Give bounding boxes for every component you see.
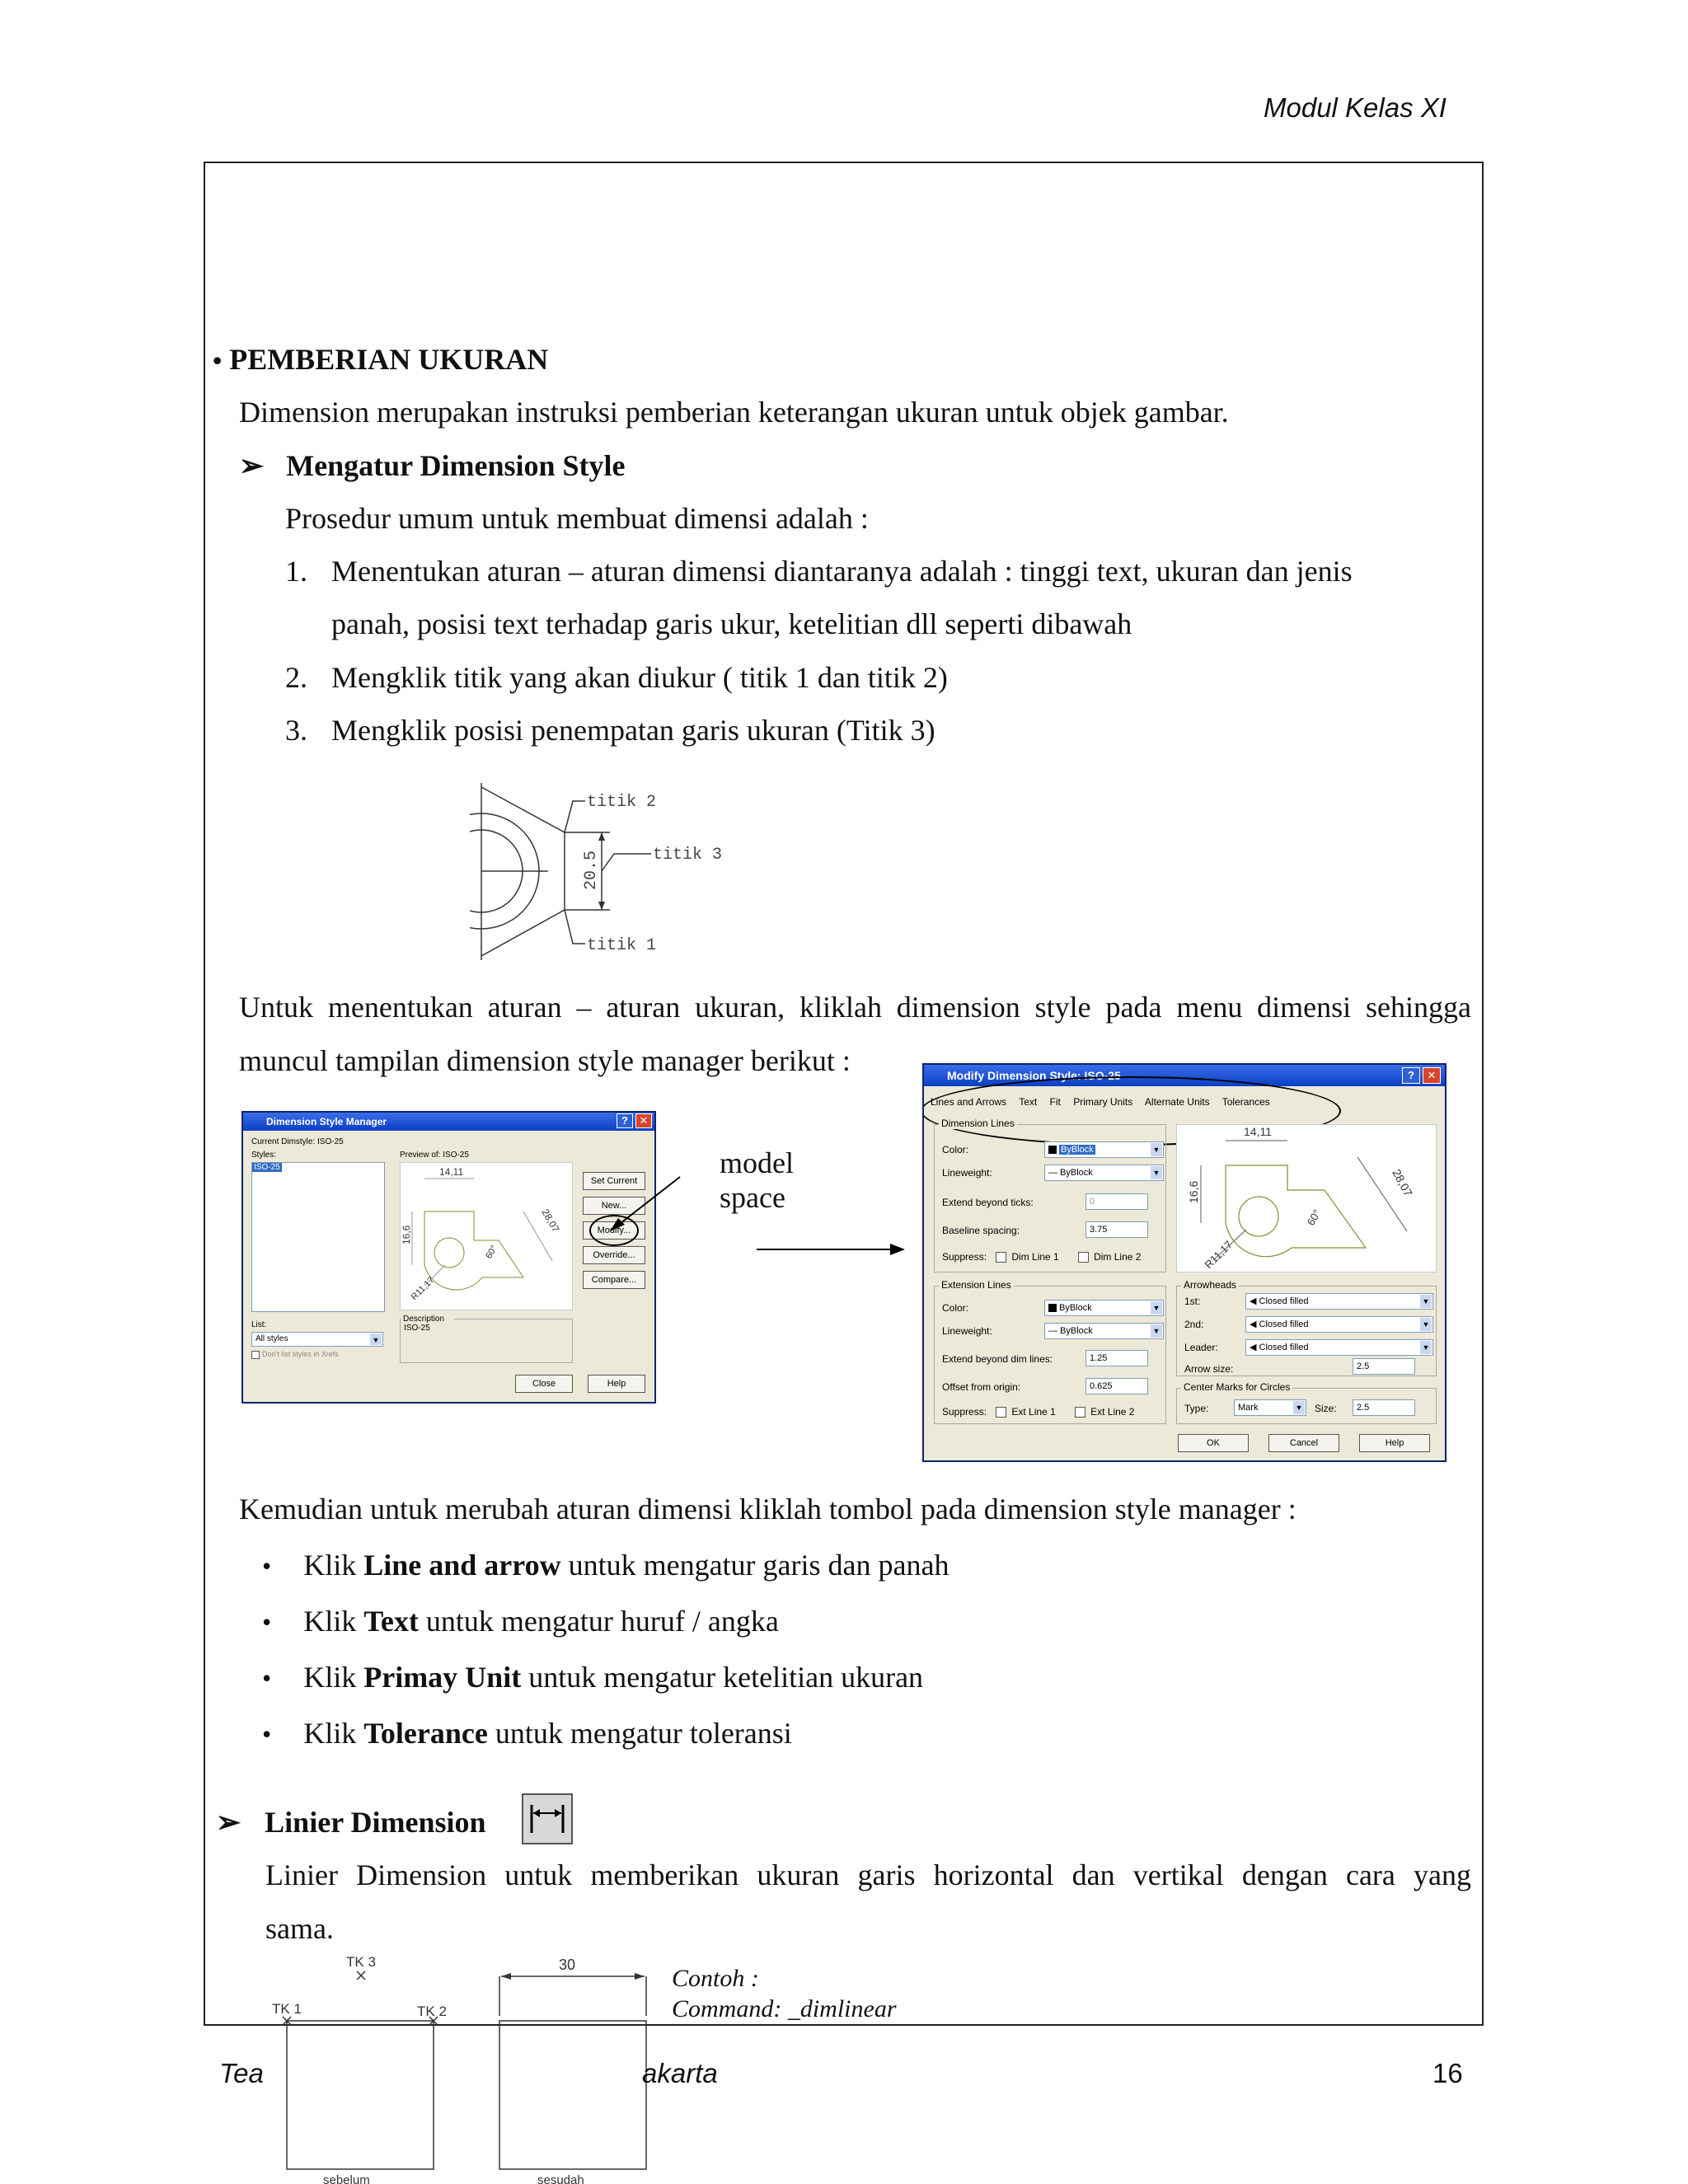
dsm-dont-list-text: Don't list styles in Xrefs: [262, 1350, 339, 1358]
cm-size-label: Size:: [1315, 1403, 1337, 1414]
checkbox-icon[interactable]: [1075, 1407, 1085, 1418]
annotation-arrows: [602, 1170, 907, 1261]
dl-sup1: Dim Line 1: [1011, 1251, 1059, 1263]
el-sup-label: Suppress:: [942, 1406, 987, 1418]
bullet-item-3: [262, 1659, 923, 1696]
center-marks-label: Center Marks for Circles: [1181, 1381, 1292, 1393]
chevron-down-icon: ▼: [1151, 1324, 1162, 1338]
label-tk1: TK 1: [272, 2001, 302, 2017]
tab-tolerances[interactable]: Tolerances: [1221, 1096, 1270, 1108]
override-button[interactable]: Override...: [583, 1246, 645, 1264]
dsm-list-label: List:: [251, 1320, 267, 1329]
dsm-current: Current Dimstyle: ISO-25: [251, 1137, 344, 1146]
bullet-dot: •: [262, 1719, 272, 1749]
linear-dimension-glyph: [523, 1795, 571, 1843]
ah-second-select[interactable]: [1245, 1316, 1433, 1333]
help-button[interactable]: Help: [1359, 1434, 1430, 1452]
step-1-num: 1.: [285, 555, 307, 588]
dl-sup2: Dim Line 2: [1094, 1251, 1142, 1263]
el-lw-label: Lineweight:: [942, 1325, 992, 1337]
arrowheads-label: Arrowheads: [1181, 1279, 1239, 1291]
label-dimension-20-5: 20.5: [582, 850, 601, 890]
footer-left: Tea: [219, 2058, 264, 2088]
label-titik2: titik 2: [587, 793, 657, 812]
el-ext-input[interactable]: 1.25: [1085, 1350, 1148, 1366]
label-tk2: TK 2: [417, 2004, 447, 2019]
dsm-styles-list[interactable]: [251, 1162, 385, 1312]
label-tk3: TK 3: [346, 1954, 376, 1970]
titik-diagram: [470, 775, 734, 964]
chevron-down-icon: ▼: [1420, 1341, 1432, 1354]
ah-second-label: 2nd:: [1184, 1319, 1204, 1330]
dl-lw-select[interactable]: [1044, 1165, 1164, 1181]
linier-heading-text: Linier Dimension: [265, 1806, 486, 1839]
annotation-line1: model: [720, 1146, 794, 1179]
label-titik3: titik 3: [653, 846, 723, 865]
section-heading-text: PEMBERIAN UKURAN: [229, 343, 549, 376]
dl-ext-input[interactable]: 0: [1085, 1193, 1148, 1210]
cm-type-label: Type:: [1184, 1403, 1209, 1414]
mds-title: Modify Dimension Style: ISO-25: [947, 1069, 1121, 1082]
step-2-num: 2.: [285, 661, 307, 694]
subheading: [239, 448, 626, 484]
dsm-preview-label: Preview of: ISO-25: [400, 1151, 469, 1160]
compare-button[interactable]: Compare...: [583, 1271, 645, 1289]
el-sup1: Ext Line 1: [1011, 1406, 1056, 1418]
chevron-down-icon: ▼: [1151, 1143, 1162, 1156]
bullet-4-pre: Klik: [303, 1717, 364, 1750]
bullet-4-bold: Tolerance: [363, 1717, 488, 1750]
dimension-style-manager-dialog: [241, 1111, 656, 1404]
ok-button[interactable]: OK: [1178, 1434, 1249, 1452]
ah-first-select[interactable]: [1245, 1293, 1433, 1310]
close-icon[interactable]: ✕: [1423, 1067, 1441, 1084]
mds-dim-166: 16,6: [1187, 1180, 1200, 1203]
dsm-style-item[interactable]: ISO-25: [252, 1163, 282, 1172]
dl-base-label: Baseline spacing:: [942, 1225, 1020, 1236]
linier-line2: sama.: [265, 1912, 334, 1945]
ah-second-value: Closed filled: [1259, 1319, 1309, 1329]
color-swatch: [1048, 1304, 1057, 1312]
ah-leader-select[interactable]: [1245, 1339, 1433, 1356]
bullet-item-1: [262, 1547, 949, 1584]
set-current-button[interactable]: Set Current: [583, 1172, 645, 1190]
bullet-4-post: untuk mengatur toleransi: [487, 1717, 792, 1750]
linear-dimension-icon[interactable]: [522, 1793, 573, 1844]
step-3-num: 3.: [285, 714, 307, 747]
bullet-dot: •: [262, 1551, 272, 1581]
dsm-dim-2807: 28,07: [539, 1207, 562, 1235]
dl-lw-label: Lineweight:: [942, 1167, 992, 1179]
dsm-dim-1411: 14,11: [439, 1166, 464, 1178]
subheading-text: Mengatur Dimension Style: [286, 449, 626, 482]
dl-color-select[interactable]: [1044, 1141, 1164, 1158]
tab-alternate-units[interactable]: Alternate Units: [1144, 1096, 1210, 1108]
example-label: Contoh :: [672, 1965, 759, 1992]
modify-dimension-style-dialog: [922, 1063, 1447, 1462]
cancel-button[interactable]: Cancel: [1268, 1434, 1339, 1452]
dsm-dont-list[interactable]: [251, 1350, 339, 1359]
dsm-dim-r1117: R11,17: [409, 1275, 437, 1303]
dl-base-input[interactable]: 3.75: [1085, 1221, 1148, 1238]
tab-lines-and-arrows[interactable]: Lines and Arrows: [931, 1096, 1007, 1108]
dl-color-label: Color:: [942, 1144, 969, 1155]
step-1-line1: Menentukan aturan – aturan dimensi diantaranya adalah : tinggi text, ukuran dan jenis: [331, 555, 1353, 588]
el-off-label: Offset from origin:: [942, 1381, 1021, 1393]
el-color-select[interactable]: [1044, 1300, 1164, 1316]
footer-middle: akarta: [642, 2058, 718, 2088]
tab-fit[interactable]: Fit: [1049, 1096, 1061, 1108]
label-sesudah: sesudah: [537, 2173, 584, 2184]
dimlinear-figure: [264, 1953, 659, 2184]
example-block: [672, 1963, 897, 2024]
arrow-icon: ◀: [1250, 1319, 1257, 1329]
chevron-down-icon: ▼: [1151, 1166, 1162, 1179]
dsm-preview: [400, 1162, 573, 1310]
el-lw-value: — ByBlock: [1048, 1326, 1093, 1336]
mds-dim-2807: 28,07: [1390, 1166, 1415, 1199]
dsm-description-group: [400, 1315, 573, 1363]
mds-dim-1411: 14,11: [1244, 1125, 1272, 1138]
chevron-down-icon: ▼: [370, 1333, 382, 1345]
page-header-title: Modul Kelas XI: [1264, 92, 1447, 123]
dl-sup-label: Suppress:: [942, 1251, 987, 1263]
dsm-desc-label: Description: [401, 1315, 454, 1324]
arrow-icon: ◀: [1250, 1296, 1257, 1306]
el-color-value: ByBlock: [1059, 1303, 1092, 1313]
linier-line1: Linier Dimension untuk memberikan ukuran garis horizontal dan vertikal dengan cara yang: [265, 1858, 1471, 1891]
bullet-item-2: [262, 1603, 779, 1640]
bullet-dot: •: [262, 1663, 272, 1693]
step-1-line2: panah, posisi text terhadap garis ukur, ketelitian dll seperti dibawah: [331, 607, 1132, 640]
dl-color-value: ByBlock: [1061, 1145, 1094, 1155]
extension-lines-label: Extension Lines: [939, 1279, 1014, 1291]
help-icon[interactable]: ?: [617, 1113, 633, 1128]
annotation-line2: space: [720, 1181, 785, 1214]
bullet-2-bold: Text: [363, 1605, 419, 1638]
dsm-close-button[interactable]: Close: [515, 1375, 573, 1393]
bullet-item-4: [262, 1715, 792, 1752]
close-icon[interactable]: ✕: [635, 1113, 652, 1128]
checkbox-icon[interactable]: [996, 1252, 1006, 1263]
chevron-down-icon: ▼: [1420, 1295, 1432, 1308]
arrow-bullet-icon: ➢: [216, 1806, 241, 1839]
help-icon[interactable]: ?: [1402, 1067, 1420, 1084]
dsm-styles-label: Styles:: [251, 1151, 277, 1160]
dsm-desc-value: ISO-25: [404, 1324, 430, 1333]
tab-text[interactable]: Text: [1019, 1096, 1038, 1108]
mds-dim-60: 60°: [1304, 1207, 1324, 1228]
ah-leader-label: Leader:: [1184, 1342, 1218, 1353]
bullet-1-bold: Line and arrow: [363, 1549, 561, 1582]
bullet-2-pre: Klik: [303, 1605, 364, 1638]
el-lw-select[interactable]: [1044, 1323, 1164, 1339]
example-command: Command: _dimlinear: [672, 1995, 897, 2022]
dsm-list-value: All styles: [256, 1334, 288, 1343]
bullet-2-post: untuk mengatur huruf / angka: [418, 1605, 779, 1638]
el-suppress: [942, 1406, 1134, 1418]
dsm-dim-166: 16,6: [401, 1225, 412, 1244]
linier-heading: [216, 1804, 486, 1840]
dsm-list-select[interactable]: [251, 1332, 383, 1347]
bullet-3-bold: Primay Unit: [363, 1661, 522, 1694]
page-number: 16: [1432, 2058, 1463, 2088]
dsm-help-button[interactable]: Help: [588, 1375, 645, 1393]
dimension-lines-label: Dimension Lines: [939, 1118, 1017, 1129]
cm-type-select[interactable]: [1234, 1399, 1306, 1416]
tab-primary-units[interactable]: Primary Units: [1073, 1096, 1133, 1108]
ah-first-label: 1st:: [1184, 1296, 1201, 1307]
bullet-dot: •: [213, 345, 223, 375]
el-color-label: Color:: [942, 1302, 969, 1314]
ah-size-input[interactable]: 2.5: [1353, 1358, 1415, 1375]
checkbox-icon[interactable]: [996, 1407, 1006, 1418]
chevron-down-icon: ▼: [1151, 1301, 1162, 1315]
chevron-down-icon: ▼: [1420, 1318, 1432, 1331]
dsm-titlebar: [243, 1113, 654, 1131]
arrow-icon: ◀: [1250, 1343, 1257, 1352]
dl-suppress: [942, 1251, 1141, 1263]
para3: Kemudian untuk merubah aturan dimensi kliklah tombol pada dimension style manager :: [239, 1493, 1296, 1526]
dl-lw-value: — ByBlock: [1048, 1168, 1093, 1178]
mds-dim-r1117: R11,17: [1202, 1238, 1236, 1272]
label-titik1: titik 1: [587, 936, 657, 955]
label-sebelum: sebelum: [323, 2173, 370, 2184]
bullet-1-pre: Klik: [303, 1549, 364, 1582]
checkbox-icon[interactable]: [251, 1351, 260, 1359]
para2-line2: muncul tampilan dimension style manager berikut :: [239, 1044, 851, 1077]
dl-ext-label: Extend beyond ticks:: [942, 1197, 1034, 1208]
label-dim-30: 30: [559, 1957, 576, 1973]
cm-size-input[interactable]: 2.5: [1353, 1399, 1415, 1416]
arrow-bullet-icon: ➢: [239, 449, 265, 482]
el-off-input[interactable]: 0.625: [1085, 1378, 1148, 1394]
dsm-dim-60: 60°: [484, 1244, 499, 1261]
mds-preview: [1176, 1124, 1437, 1272]
bullet-3-pre: Klik: [303, 1661, 364, 1694]
modify-button[interactable]: Modify...: [583, 1221, 645, 1240]
checkbox-icon[interactable]: [1078, 1252, 1089, 1263]
color-swatch: [1048, 1146, 1057, 1154]
step-2-line1: Mengklik titik yang akan diukur ( titik 1 dan titik 2): [331, 661, 948, 694]
bullet-dot: •: [262, 1607, 272, 1637]
el-sup2: Ext Line 2: [1090, 1406, 1135, 1418]
procedure-intro: Prosedur umum untuk membuat dimensi adalah :: [285, 502, 869, 535]
el-ext-label: Extend beyond dim lines:: [942, 1353, 1053, 1365]
step-3-line1: Mengklik posisi penempatan garis ukuran (Titik 3): [331, 714, 935, 747]
new-button[interactable]: New...: [583, 1197, 645, 1215]
bullet-3-post: untuk mengatur ketelitian ukuran: [521, 1661, 924, 1694]
ah-leader-value: Closed filled: [1259, 1343, 1309, 1352]
section-heading: [213, 341, 548, 378]
section-intro: Dimension merupakan instruksi pemberian keterangan ukuran untuk objek gambar.: [239, 396, 1229, 429]
ah-first-value: Closed filled: [1259, 1296, 1309, 1306]
cm-type-value: Mark: [1238, 1403, 1259, 1413]
chevron-down-icon: ▼: [1293, 1401, 1305, 1414]
bullet-1-post: untuk mengatur garis dan panah: [560, 1549, 950, 1582]
dsm-title: Dimension Style Manager: [266, 1116, 387, 1127]
ah-size-label: Arrow size:: [1184, 1363, 1234, 1375]
para2-line1: Untuk menentukan aturan – aturan ukuran, kliklah dimension style pada menu dimensi sehingga: [239, 991, 1471, 1024]
